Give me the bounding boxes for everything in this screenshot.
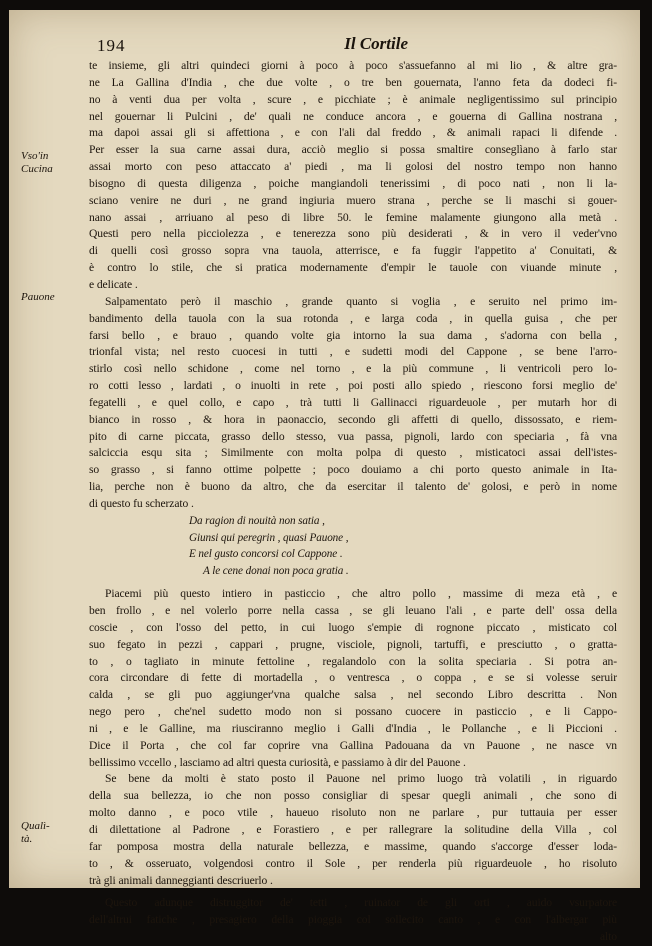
body-text: [89, 58, 617, 946]
text-line: molto danno , e poco vtile , haueuo risoluto non ne parlare , pur tuttauia per esser: [89, 806, 617, 820]
text-line: bellissimo vccello , lasciamo ad altri questa curiosità, e passiamo à dir del Pauone .: [89, 755, 466, 769]
text-line: Per esser la sua carne assai dura, acciò meglio si possa smaltire conseglìano à farlo star: [89, 143, 617, 157]
text-line: trà gli animali danneggianti descriuerlo .: [89, 873, 273, 887]
margin-note-pavone: [21, 291, 81, 304]
text-line: so grasso , si fanno ottime polpette ; poco douiamo a chi porto questo animale in Ita-: [89, 463, 617, 477]
page-number: 194: [97, 36, 126, 55]
text-line: è contro lo stile, che si pratica modernamente d'empir le tauole con viuande minute ,: [89, 261, 617, 275]
text-line: fegatelli , e quel collo, e capo , trà tutti li Gallinacci riguardeuole , per mutarh hor di: [89, 395, 617, 409]
catchword: alto: [600, 930, 617, 944]
margin-note-qualita: [21, 820, 81, 846]
text-line: nel gouernar li Pulcini , de' quali ne conduce ancora , e gouerna di Gallina nostrana ,: [89, 109, 617, 123]
text-line: Piacemi più questo intiero in pasticcio , che altro pollo , massime di meza età , e: [105, 587, 617, 601]
text-line: e delicate .: [89, 277, 138, 291]
text-line: to , & osseruato, volgendosi contro il Sole , per renderla più riguardeuole , ho risoluto: [89, 856, 617, 870]
text-line: pito di carne piccata, grasso dello stesso, vua passa, pignoli, lardo con speciaria , fà vna: [89, 429, 617, 443]
text-line: nego pero , che'nel sudetto modo non si possano cuocere in pasticcio , e li Cappo-: [89, 705, 617, 719]
text-line: di quelli così grosso sopra vna tauola, atterrisce, e fa fuggir l'appetito a' Conuitati, &: [89, 244, 617, 258]
text-line: ma dapoi assai gli si affettiona , e con l'ali dal freddo , & animali rapaci li difende .: [89, 126, 617, 140]
margin-note-line: Vso'in: [21, 150, 49, 162]
text-line: cora circondare di fette di mortadella , o ventresca , o coppa , e se si volesse seruir: [89, 671, 617, 685]
margin-note-cucina: [21, 150, 81, 176]
text-line: stirlo così nello schidone , come nel torno , e la più commune , li ventricoli pero lo-: [89, 362, 617, 376]
text-line: bandimento della tauola con la sua rotonda , e larga coda , in quella guisa , che per: [89, 311, 617, 325]
text-line: lia, perche non è buono da altro, che da esercitar il talento de' golosi, e però in nome: [89, 480, 617, 494]
text-line: suo fegato in pezzi , cappari , prugne, visciole, pignoli, tartuffi, e presciutto , o gratta-: [89, 637, 617, 651]
margin-note-line: Cucina: [21, 163, 53, 175]
text-line: bianco in rosso , & hora in paonaccio, secondo gli affetti di quello, dissossato, e riem-: [89, 412, 617, 426]
text-line: farsi bello , e brauo , quando volte gia intorno la sua dama , s'adorna con bella ,: [89, 328, 617, 342]
text-line: salciccia esqu sita ; Similmente con molta polpa di questo , misticatoci assai dell'istes-: [89, 446, 617, 460]
text-line: te insieme, gli altri quindeci giorni à poco à poco s'assuefanno al mi lio , & altre gra-: [89, 59, 617, 72]
page-header: [9, 10, 640, 55]
text-line: ne La Gallina d'India , che due volte , o tre ben gouernata, l'anno feta da dodeci fi-: [89, 75, 617, 89]
text-line: dell'altrui fatiche , presagiero della pioggia col sollecito canto , e con l'albergar più: [89, 913, 617, 927]
text-line: ro cotti lesso , lardati , o inuolti in rete , poi posti allo spiedo , riescono forsi meglio de': [89, 379, 617, 393]
text-line: trionfal vista; nel resto cuocesi in tutti , e sudetti modi del Cappone , se bene l'arro-: [89, 345, 617, 359]
text-line: ni , e le Galline, ma riusciranno meglio i Galli d'India , le Pollanche , e li Piccioni .: [89, 721, 617, 735]
text-line: sciano venire ne duri , ne grand ingiuria muero strana , perche se li maschi si gouer-: [89, 193, 617, 207]
text-line: Dice il Porta , che col far coprire vna Gallina Padouana da vn Pauone , ne nasce vn: [89, 738, 617, 752]
verse-line: A le cene donai non poca gratia .: [203, 565, 349, 578]
text-line: Questi pero nella picciolezza , e tenerezza sono più desiderati , & in vero il veder'vno: [89, 227, 617, 241]
margin-note-line: tà.: [21, 833, 33, 845]
verse-line: Giunsi qui peregrin , quasi Pauone ,: [189, 531, 349, 544]
text-line: assai morto con peso attaccato a' piedi , ma li golosi del nostro tempo non hanno: [89, 160, 617, 174]
text-line: bisogno di questa diligenza , poiche mangiandoli tenerissimi , di poco nati , non li la-: [89, 176, 617, 190]
text-line: coscie , con l'osso del petto, in cui luogo s'empie di rognone piccato , misticato col: [89, 620, 617, 634]
margin-note-line: Pauone: [21, 291, 55, 303]
text-line: di questo fu scherzato .: [89, 496, 194, 510]
text-line: di dilettatione al Padrone , e Forastiero , e per rallegrare la solitudine della Villa , col: [89, 822, 617, 836]
text-line: Se bene da molti è stato posto il Pauone nel primo luogo trà volatili , in riguardo: [105, 772, 617, 786]
running-head: Il Cortile: [344, 34, 408, 53]
text-line: nano assai , arriuano al peso di libre 50. le femine malamente giungono alla metà .: [89, 210, 617, 224]
text-line: Questo adunque distruggitor de' tetti , ruinator de gli orti , auido vsurpatore: [105, 896, 617, 910]
text-line: no à venti dua per volta , scure , e picchiate ; è animale negligentissimo sul principio: [89, 92, 617, 106]
text-line: della sua bellezza, io che non posso consigliar di spesar quegli animali , che sono di: [89, 789, 617, 803]
text-line: Salpamentato però il maschio , grande quanto si voglia , e seruito nel primo im-: [105, 294, 617, 308]
book-page: [9, 10, 640, 944]
text-line: ben frollo , e nel volerlo porre nella cassa , se gli leuano l'ali , e parte dell' ossa della: [89, 604, 617, 617]
text-line: far pomposa mostra della naturale bellezza, e massime, quando s'accorge d'esser loda-: [89, 839, 617, 853]
margin-note-line: Qualì-: [21, 820, 50, 832]
text-line: to , o tagliato in minute fettoline , regalandolo con la solita speciaria . Si potra an-: [89, 654, 617, 668]
text-line: calda , se gli puo aggiunger'vna qualche salsa , nel secondo Libro descritta . Non: [89, 688, 617, 702]
verse-line: Da ragion di nouità non satia ,: [189, 514, 325, 527]
verse-line: E nel gusto concorsi col Cappone .: [189, 548, 343, 561]
